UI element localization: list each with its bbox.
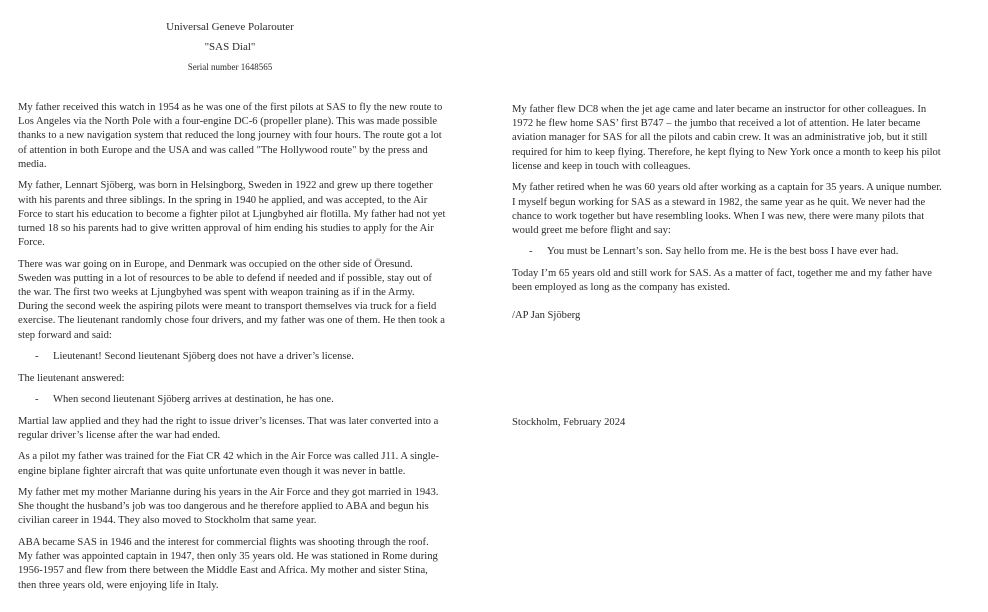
- dash-bullet-icon: -: [35, 351, 39, 363]
- quote-bullet: [18, 393, 446, 407]
- paragraph: My father met my mother Marianne during his years in the Air Force and they got married in 1943. She thought the husband’s job was too dangerous and he therefore applied to ABA and begun his civilian career in 1944. They also moved to Stockholm that same year.: [18, 487, 439, 527]
- paragraph: My father retired when he was 60 years old after working as a captain for 35 years. A unique number. I myself begun working for SAS as a steward in 1982, the same year as he quit. We never had the chance to work together but have resembling looks. When I was new, there were many pilots that would greet me before flight and say:: [512, 182, 942, 236]
- signature: /AP Jan Sjöberg: [512, 310, 581, 322]
- quote-bullet: [18, 350, 446, 364]
- serial-number: Serial number 1648565: [187, 62, 273, 72]
- quote-bullet: [512, 245, 942, 259]
- paragraph: There was war going on in Europe, and Denmark was occupied on the other side of Öresund. Sweden was putting in a lot of resources to be able to defend if needed and if possible, stay out of the war. The first two weeks at Ljungbyhed was spent with weapon training as if in the Army. During the second week the aspiring pilots were meant to transport themselves via truck for a field exercise. The lieutenant randomly chose four drivers, and my father was one of them. He then took a step forward and said:: [18, 258, 445, 341]
- bullet-text: You must be Lennart’s son. Say hello from me. He is the best boss I have ever had.: [547, 246, 899, 258]
- place-date: Stockholm, February 2024: [512, 416, 626, 428]
- paragraph: ABA became SAS in 1946 and the interest for commercial flights was shooting through the roof. My father was appointed captain in 1947, then only 35 years old. He was stationed in Rome during 1956-1957 and flew from there between the Middle East and Africa. My mother and sister Stina, then three years old, were enjoying life in Italy.: [18, 536, 438, 591]
- bullet-text: Lieutenant! Second lieutenant Sjöberg does not have a driver’s license.: [53, 351, 354, 363]
- paragraph: The lieutenant answered:: [18, 372, 125, 384]
- bullet-text: When second lieutenant Sjöberg arrives at destination, he has one.: [53, 394, 334, 406]
- paragraph: Today I’m 65 years old and still work for SAS. As a matter of fact, together me and my father have been employed as long as the company has existed.: [512, 267, 932, 294]
- paragraph: My father received this watch in 1954 as he was one of the first pilots at SAS to fly the new route to Los Angeles via the North Pole with a four-engine DC-6 (propeller plane). This was made possible thanks to a new navigation system that reduced the long journey with four hours. The route got a lot of attention in both Europe and the USA and was called "The Hollywood route" by the press and media.: [18, 102, 443, 170]
- dash-bullet-icon: -: [529, 246, 533, 258]
- paragraph: As a pilot my father was trained for the Fiat CR 42 which in the Air Force was called J11. A single-engine biplane fighter aircraft that was quite unfortunate even though it was never in battle.: [18, 451, 439, 477]
- paragraph: My father flew DC8 when the jet age came and later became an instructor for other colleagues. In 1972 he flew home SAS’ first B747 – the jumbo that received a lot of attention. He later became aviation manager for SAS for all the pilots and cabin crew. It was an administrative job, but it still required for him to keep flying. Therefore, he kept flying to New York once a month to keep his pilot license and keep in touch with colleagues.: [512, 104, 941, 172]
- document-subtitle: "SAS Dial": [204, 41, 256, 53]
- document-title: Universal Geneve Polarouter: [166, 21, 294, 33]
- paragraph: Martial law applied and they had the right to issue driver’s licenses. That was later converted into a regular driver’s license after the war had ended.: [18, 415, 439, 441]
- dash-bullet-icon: -: [35, 394, 39, 406]
- right-column: [512, 103, 942, 437]
- paragraph: My father, Lennart Sjöberg, was born in Helsingborg, Sweden in 1922 and grew up there together with his parents and three siblings. In the spring in 1940 he applied, and was accepted, to the Air Force to start his education to become a fighter pilot at Ljungbyhed air flotilla. My father had not yet turned 18 so his parents had to give written approval of him ending his studies to apply for the Air Force.: [18, 180, 446, 249]
- left-column: [18, 101, 446, 600]
